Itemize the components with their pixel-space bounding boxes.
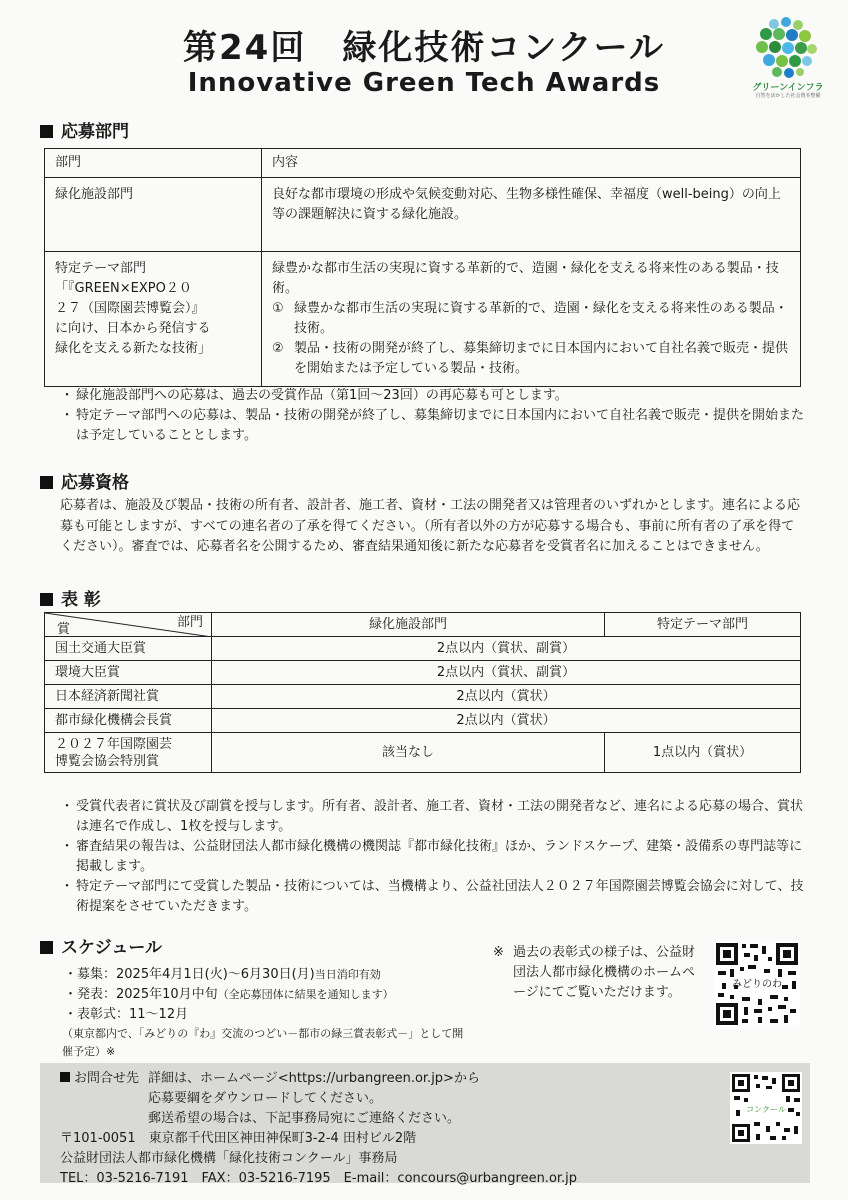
organization-name: 公益財団法人都市緑化機構「緑化技術コンクール」事務局 bbox=[60, 1151, 398, 1166]
section-heading-awards: 表 彰 bbox=[40, 585, 101, 610]
table-header-row bbox=[45, 149, 801, 178]
awards-table bbox=[44, 612, 801, 773]
table-header-cell: 内容 bbox=[262, 149, 801, 178]
award-notes bbox=[58, 797, 810, 917]
list-item: ・ 緑化施設部門への応募は、過去の受賞作品（第1回～23回）の再応募も可とします。 bbox=[60, 388, 568, 403]
qr-label: みどりのわ bbox=[732, 979, 782, 990]
table-row bbox=[45, 709, 801, 733]
section-heading-eligibility: 応募資格 bbox=[40, 468, 129, 493]
schedule-item: ・表彰式：11～12月 bbox=[64, 1007, 189, 1022]
schedule-item: ・募集：2025年4月1日(火)～6月30日(月)当日消印有効 bbox=[64, 967, 381, 982]
square-bullet-icon bbox=[40, 593, 53, 606]
table-row bbox=[45, 178, 801, 252]
award-value: 該当なし bbox=[212, 733, 605, 773]
category-name: 緑化施設部門 bbox=[45, 178, 262, 252]
list-item: ・ 受賞代表者に賞状及び副賞を授与します。所有者、設計者、施工者、資材・工法の開発者など、連名による応募の場合、賞状は連名で作成し、1枚を授与します。 bbox=[60, 799, 803, 834]
contact-numbers[interactable]: TEL：03-5216-7191 FAX：03-5216-7195 E-mail：concours@urbangreen.or.jp bbox=[60, 1171, 578, 1186]
table-header-cell: 部門 bbox=[45, 149, 262, 178]
photo-note: ※ 過去の表彰式の様子は、公益財団法人都市緑化機構のホームページにてご覧いただけます。 bbox=[493, 945, 696, 1000]
category-notes bbox=[58, 386, 808, 446]
table-row bbox=[45, 661, 801, 685]
contact-address bbox=[60, 1129, 780, 1189]
list-item: ① 緑豊かな都市生活の実現に資する革新的で、造園・緑化を支える将来性のある製品・技術。 bbox=[272, 301, 788, 336]
square-bullet-icon bbox=[40, 941, 53, 954]
award-value: 2点以内（賞状） bbox=[212, 685, 801, 709]
inquiry-label: お問合せ先 bbox=[60, 1069, 139, 1089]
inquiry-details: 詳細は、ホームページ<https://urbangreen.or.jp>から 応募要綱をダウンロードしてください。 郵送希望の場合は、下記事務局宛にご連絡ください。 bbox=[148, 1071, 480, 1126]
list-item: ・ 審査結果の報告は、公益財団法人都市緑化機構の機関誌『都市緑化技術』ほか、ランドスケープ、建築・設備系の専門誌等に掲載します。 bbox=[60, 839, 803, 874]
eligibility-text: 応募者は、施設及び製品・技術の所有者、設計者、施工者、資材・工法の開発者又は管理者のいずれかとします。連名による応募も可能としますが、すべての連名者の了承を得てください。（所有者以外の方が応募する場合も、事前に所有者の了承を得てください）。審査では、応募者名を公開するため、審査結果通知後に新たな応募者を受賞者名に加えることはできません。 bbox=[60, 498, 800, 554]
award-value: 2点以内（賞状、副賞） bbox=[212, 637, 801, 661]
list-item: ② 製品・技術の開発が終了し、募集締切までに日本国内において自社名義で販売・提供を開始または予定している製品・技術。 bbox=[272, 341, 789, 376]
table-header-row bbox=[45, 613, 801, 637]
table-header-cell: 緑化施設部門 bbox=[212, 613, 605, 637]
award-name: 国土交通大臣賞 bbox=[45, 637, 212, 661]
award-value: 1点以内（賞状） bbox=[605, 733, 801, 773]
qr-code-icon[interactable] bbox=[714, 941, 800, 1027]
schedule-item: ・発表：2025年10月中旬（全応募団体に結果を通知します） bbox=[64, 987, 394, 1002]
category-content: 緑豊かな都市生活の実現に資する革新的で、造園・緑化を支える将来性のある製品・技術。 ① 緑豊かな都市生活の実現に資する革新的で、造園・緑化を支える将来性のある製品・技術。 ② 製品・技術の開発が終了し、募集締切までに日本国内において自社名義で販売・提供を開始または予定している製品・技術。 bbox=[262, 252, 801, 387]
table-row bbox=[45, 733, 801, 773]
page-subtitle: Innovative Green Tech Awards bbox=[187, 68, 661, 98]
schedule-list bbox=[64, 965, 484, 1061]
section-heading-categories: 応募部門 bbox=[40, 117, 129, 142]
table-row bbox=[45, 685, 801, 709]
award-name: ２０２７年国際園芸 博覧会協会特別賞 bbox=[45, 733, 212, 773]
award-name: 都市緑化機構会長賞 bbox=[45, 709, 212, 733]
square-bullet-icon bbox=[40, 125, 53, 138]
qr-label: コンクール bbox=[746, 1105, 786, 1114]
table-row bbox=[45, 252, 801, 387]
list-item: ・ 特定テーマ部門への応募は、製品・技術の開発が終了し、募集締切までに日本国内において自社名義で販売・提供を開始または予定していることとします。 bbox=[60, 408, 805, 443]
category-content: 良好な都市環境の形成や気候変動対応、生物多様性確保、幸福度（well-being）の向上等の課題解決に資する緑化施設。 bbox=[262, 178, 801, 252]
table-corner-cell: 賞 部門 bbox=[45, 613, 212, 637]
logo-subtext: 自然を活かした社会資本整備 bbox=[755, 93, 821, 99]
section-heading-schedule: スケジュール bbox=[40, 933, 162, 958]
award-name: 環境大臣賞 bbox=[45, 661, 212, 685]
award-name: 日本経済新聞社賞 bbox=[45, 685, 212, 709]
logo-text: グリーンインフラ bbox=[752, 83, 824, 93]
category-name: 特定テーマ部門 「『GREEN×EXPO２０ ２７（国際園芸博覧会）』 に向け、日本から発信する 緑化を支える新たな技術」 bbox=[45, 252, 262, 387]
page-title: 第24回 緑化技術コンクール bbox=[183, 28, 665, 68]
qr-code-icon[interactable] bbox=[730, 1072, 802, 1144]
contact-footer bbox=[40, 1063, 810, 1186]
square-bullet-icon bbox=[40, 476, 53, 489]
table-header-cell: 特定テーマ部門 bbox=[605, 613, 801, 637]
categories-table bbox=[44, 148, 801, 387]
award-value: 2点以内（賞状） bbox=[212, 709, 801, 733]
list-item: ・ 特定テーマ部門にて受賞した製品・技術については、当機構より、公益社団法人２０２７年国際園芸博覧会協会に対して、技術提案をさせていただきます。 bbox=[60, 879, 804, 914]
table-row bbox=[45, 637, 801, 661]
square-bullet-icon bbox=[60, 1072, 70, 1082]
schedule-note: （東京都内で、「みどりの『わ』交流のつどい－都市の緑三賞表彰式－」として開催予定）※ bbox=[62, 1027, 464, 1058]
award-value: 2点以内（賞状、副賞） bbox=[212, 661, 801, 685]
postal-address: 〒101-0051 東京都千代田区神田神保町3-2-4 田村ビル2階 bbox=[60, 1131, 417, 1146]
